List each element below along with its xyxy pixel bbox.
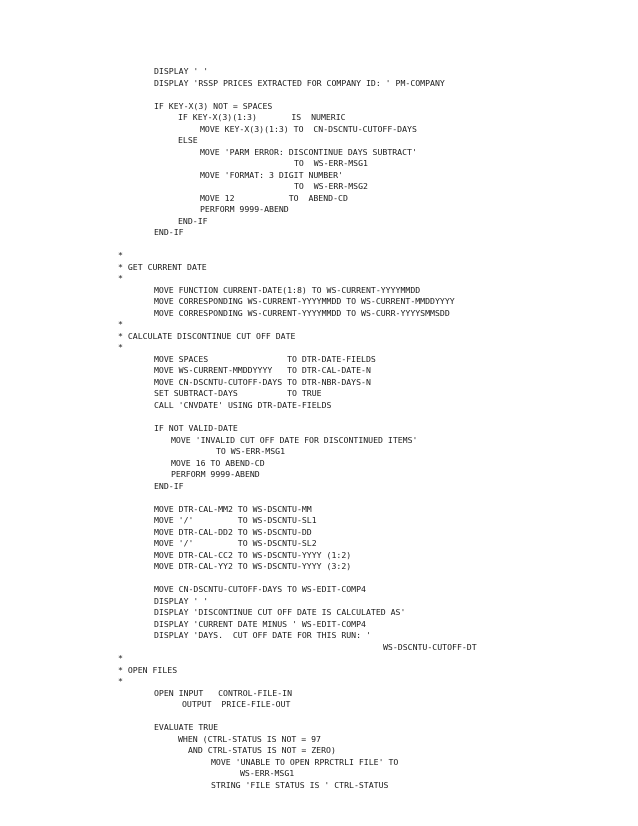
code-line: * (118, 319, 123, 330)
code-line: END-IF (154, 480, 184, 491)
code-line: MOVE KEY-X(3)(1:3) TO CN-DSCNTU-CUTOFF-DAYS (200, 123, 417, 134)
code-line: OPEN INPUT CONTROL-FILE-IN (154, 687, 293, 698)
code-line (0, 573, 477, 585)
code-line (0, 711, 477, 723)
code-line: END-IF (154, 227, 184, 238)
code-line: MOVE DTR-CAL-CC2 TO WS-DSCNTU-YYYY (1:2) (154, 549, 352, 560)
code-line: IF KEY-X(3) NOT = SPACES (154, 100, 273, 111)
code-line: MOVE 'UNABLE TO OPEN RPRCTRLI FILE' TO (211, 756, 399, 767)
code-line: MOVE 12 TO ABEND-CD (200, 192, 348, 203)
code-line: MOVE DTR-CAL-YY2 TO WS-DSCNTU-YYYY (3:2) (154, 561, 352, 572)
code-line: WS-DSCNTU-CUTOFF-DT (383, 641, 477, 652)
code-line: MOVE CN-DSCNTU-CUTOFF-DAYS TO WS-EDIT-COMP4 (154, 584, 366, 595)
code-line: IF NOT VALID-DATE (154, 422, 238, 433)
code-line: MOVE '/' TO WS-DSCNTU-SL1 (154, 515, 317, 526)
code-line: * GET CURRENT DATE (118, 261, 207, 272)
code-line: MOVE 'INVALID CUT OFF DATE FOR DISCONTINUED ITEMS' (171, 434, 418, 445)
code-line (0, 89, 477, 101)
code-line: DISPLAY ' ' (154, 595, 209, 606)
code-line: TO WS-ERR-MSG1 (216, 446, 286, 457)
code-line: * (118, 273, 123, 284)
code-line: MOVE CORRESPONDING WS-CURRENT-YYYYMMDD TO WS-CURRENT-MMDDYYYY (154, 296, 455, 307)
code-line: DISPLAY 'DAYS. CUT OFF DATE FOR THIS RUN: ' (154, 630, 371, 641)
code-line: DISPLAY ' ' (154, 66, 209, 76)
code-line: OUTPUT PRICE-FILE-OUT (182, 699, 291, 710)
code-line: MOVE WS-CURRENT-MMDDYYYY TO DTR-CAL-DATE-N (154, 365, 371, 376)
code-line (0, 411, 477, 423)
code-line: TO WS-ERR-MSG2 (294, 181, 368, 192)
code-line: * (118, 676, 123, 687)
code-line: * CALCULATE DISCONTINUE CUT OFF DATE (118, 330, 296, 341)
code-line: MOVE SPACES TO DTR-DATE-FIELDS (154, 353, 376, 364)
code-line: MOVE CN-DSCNTU-CUTOFF-DAYS TO DTR-NBR-DAYS-N (154, 376, 371, 387)
code-line: DISPLAY 'DISCONTINUE CUT OFF DATE IS CALCULATED AS' (154, 607, 406, 618)
code-line: WS-ERR-MSG1 (240, 768, 295, 779)
code-line: * (118, 342, 123, 353)
code-line: MOVE DTR-CAL-DD2 TO WS-DSCNTU-DD (154, 526, 312, 537)
code-line: * OPEN FILES (118, 664, 178, 675)
code-line: CALL 'CNVDATE' USING DTR-DATE-FIELDS (154, 399, 332, 410)
code-line: MOVE 'PARM ERROR: DISCONTINUE DAYS SUBTRACT' (200, 146, 417, 157)
code-line: MOVE 16 TO ABEND-CD (171, 457, 265, 468)
code-line: END-IF (178, 215, 208, 226)
code-line: MOVE '/' TO WS-DSCNTU-SL2 (154, 538, 317, 549)
code-line: * (118, 250, 123, 261)
cobol-source-listing (0, 66, 477, 791)
code-line: MOVE CORRESPONDING WS-CURRENT-YYYYMMDD TO WS-CURR-YYYYSMMSDD (154, 307, 450, 318)
code-line: MOVE 'FORMAT: 3 DIGIT NUMBER' (200, 169, 343, 180)
code-line: WHEN (CTRL-STATUS IS NOT = 97 (178, 733, 321, 744)
code-line: ELSE (178, 135, 198, 146)
code-line: STRING 'FILE STATUS IS ' CTRL-STATUS (211, 779, 389, 790)
code-line: PERFORM 9999-ABEND (171, 469, 260, 480)
code-line: IF KEY-X(3)(1:3) IS NUMERIC (178, 112, 346, 123)
code-line: TO WS-ERR-MSG1 (294, 158, 368, 169)
code-line: DISPLAY 'RSSP PRICES EXTRACTED FOR COMPANY ID: ' PM-COMPANY (154, 77, 445, 88)
code-line: DISPLAY 'CURRENT DATE MINUS ' WS-EDIT-COMP4 (154, 618, 366, 629)
code-line: PERFORM 9999-ABEND (200, 204, 289, 215)
code-line: MOVE DTR-CAL-MM2 TO WS-DSCNTU-MM (154, 503, 312, 514)
code-line: MOVE FUNCTION CURRENT-DATE(1:8) TO WS-CURRENT-YYYYMMDD (154, 284, 421, 295)
code-line: AND CTRL-STATUS IS NOT = ZERO) (188, 745, 336, 756)
code-line (0, 492, 477, 504)
code-line: EVALUATE TRUE (154, 722, 219, 733)
code-line (0, 239, 477, 251)
code-line: * (118, 653, 123, 664)
code-line: SET SUBTRACT-DAYS TO TRUE (154, 388, 322, 399)
